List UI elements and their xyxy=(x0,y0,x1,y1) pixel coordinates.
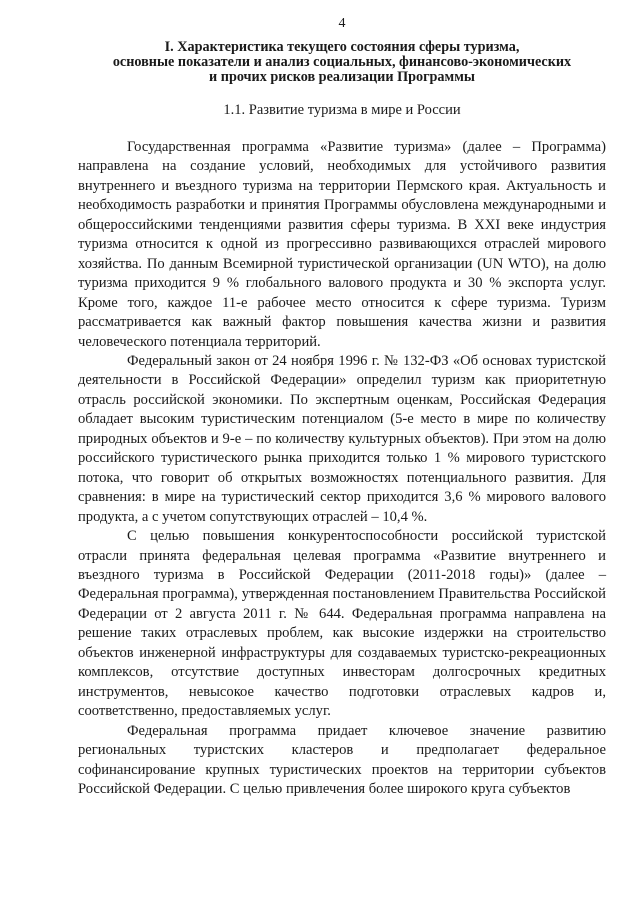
chapter-heading-line: и прочих рисков реализации Программы xyxy=(209,69,475,85)
chapter-heading xyxy=(78,40,606,85)
body-paragraph: Государственная программа «Развитие туризма» (далее – Программа) направлена на создание условий, необходимых для устойчивого развития внутреннего и въездного туризма на территории Пермского края. Актуальность и необходимость разработки и принятия Программы обусловлена международными и общероссийскими тенденциями развития сферы туризма. В XXI веке индустрия туризма относится к одной из прогрессивно развивающихся отраслей мирового хозяйства. По данным Всемирной туристической организации (UN WTO), на долю туризма приходится 9 % глобального валового продукта и 30 % экспорта услуг. Кроме того, каждое 11-е рабочее место относится к сфере туризма. Туризм рассматривается как важный фактор повышения качества жизни и развития человеческого потенциала территорий. xyxy=(78,139,606,350)
chapter-heading-line: I. Характеристика текущего состояния сферы туризма, xyxy=(164,39,520,55)
section-heading: 1.1. Развитие туризма в мире и России xyxy=(223,102,461,118)
page-number: 4 xyxy=(338,16,346,31)
body-paragraph: Федеральный закон от 24 ноября 1996 г. № 132-ФЗ «Об основах туристской деятельности в Российской Федерации» определил туризм как приоритетную отрасль российской экономики. По экспертным оценкам, Российская Федерация обладает высоким туристическим потенциалом (5-е место в мире по количеству природных объектов и 9-е – по количеству культурных объектов). При этом на долю российского туристического рынка приходится только 1 % мирового туристского потока, что говорит об открытых возможностях потенциального развития. Для сравнения: в мире на туристический сектор приходится 3,6 % мирового валового продукта, а с учетом сопутствующих отраслей – 10,4 %. xyxy=(78,352,606,525)
chapter-heading-line: основные показатели и анализ социальных, финансово-экономических xyxy=(112,54,572,70)
body-paragraph: Федеральная программа придает ключевое значение развитию региональных туристских кластеров и предполагает федеральное софинансирование крупных туристических проектов на территории субъектов Российской Федерации. С целью привлечения более широкого круга субъектов xyxy=(78,722,606,797)
body-paragraph: С целью повышения конкурентоспособности российской туристской отрасли принята федеральная целевая программа «Развитие внутреннего и въездного туризма в Российской Федерации (2011-2018 годы)» (далее – Федеральная программа), утвержденная постановлением Правительства Российской Федерации от 2 августа 2011 г. № 644. Федеральная программа направлена на решение таких отраслевых проблем, как высокие издержки на строительство объектов инженерной инфраструктуры для создаваемых туристско-рекреационных комплексов, отсутствие доступных инвесторам долгосрочных кредитных инструментов, невысокое качество подготовки отраслевых кадров и, соответственно, предоставляемых услуг. xyxy=(78,528,606,720)
